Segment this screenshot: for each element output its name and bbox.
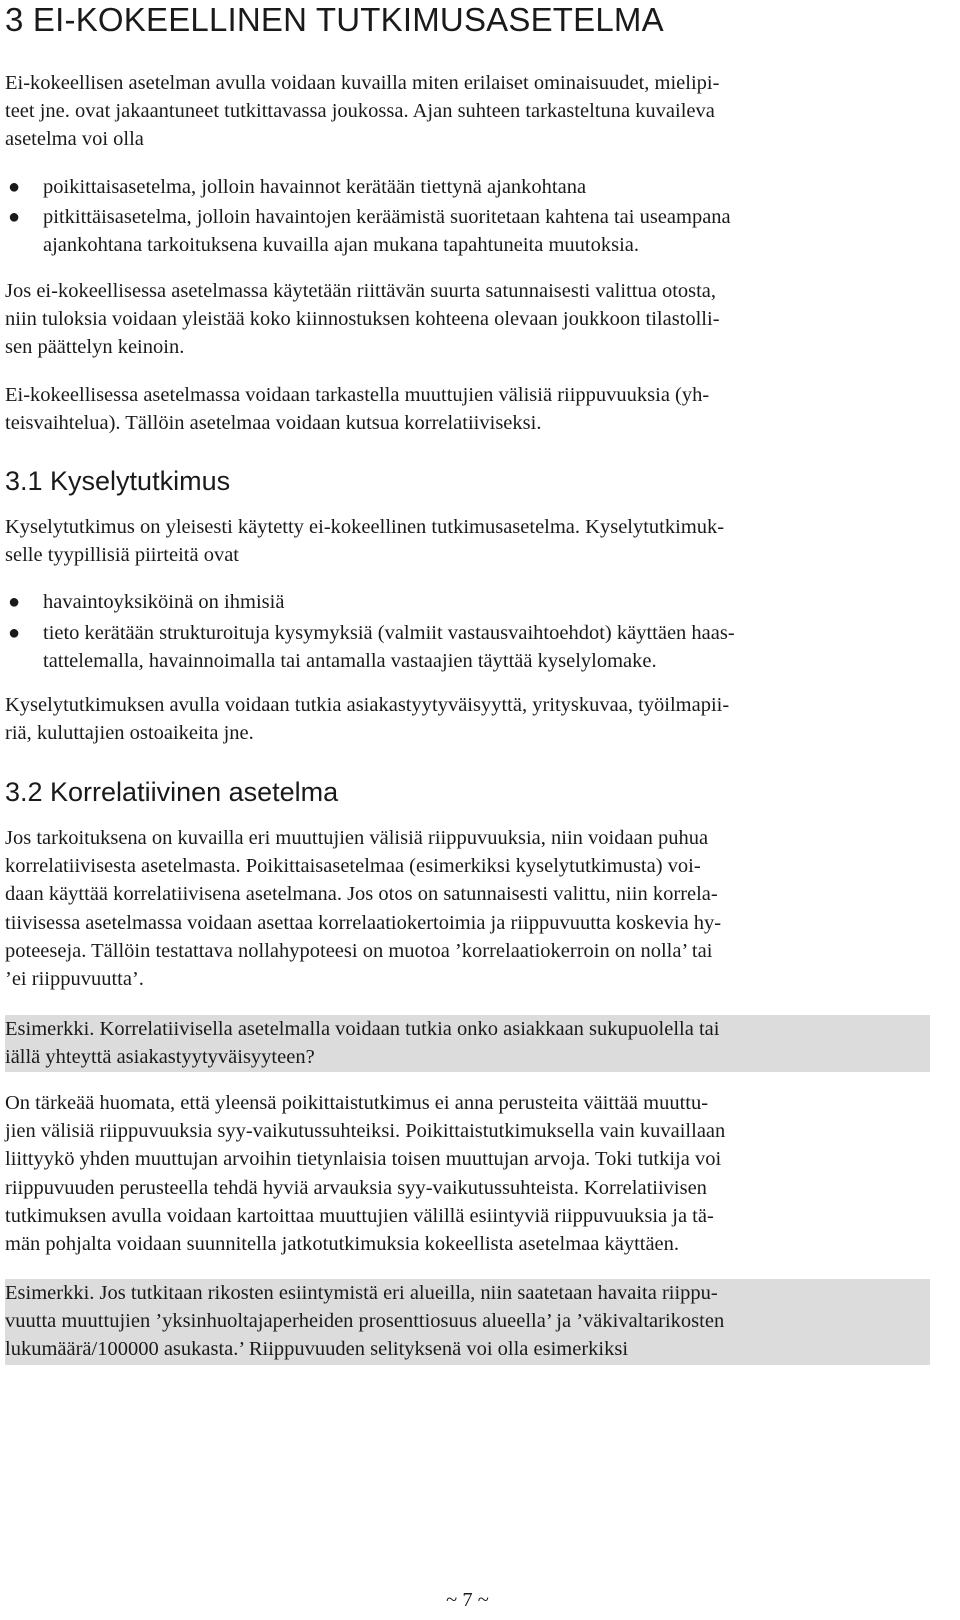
paragraph (5, 381, 930, 437)
text-line: Jos tarkoituksena on kuvailla eri muuttujien välisiä riippuvuuksia, niin voidaan puhua (5, 827, 709, 849)
text-line: Kyselytutkimuksen avulla voidaan tutkia asiakastyytyväisyyttä, yrityskuvaa, työilmapii- (5, 694, 730, 716)
text-line: riä, kuluttajien ostoaikeita jne. (5, 722, 254, 745)
intro-paragraph (5, 69, 930, 154)
section-heading: 3.1 Kyselytutkimus (5, 466, 231, 496)
paragraph (5, 513, 930, 569)
text-line: riippuvuuden perusteella tehdä hyviä arvauksia syy-vaikutussuhteista. Korrelatiivisen (5, 1176, 707, 1199)
example-box (5, 1015, 930, 1072)
text-line: liittyykö yhden muuttujan arvoihin tietynlaisia toisen muuttujan arvoja. Toki tutkija voi (5, 1148, 722, 1171)
text-line: tiivisessa asetelmassa voidaan asettaa korrelaatiokertoimia ja riippuvuutta koskevia hy- (5, 911, 722, 934)
text-line: tattelemalla, havainnoimalla tai antamalla vastaajien täyttää kyselylomake. (43, 650, 657, 673)
bullet-dot-icon: ● (8, 622, 21, 644)
text-line: vuutta muuttujien ’yksinhuoltajaperheiden prosenttiosuus alueella’ ja ’väkivaltarikosten (5, 1310, 725, 1333)
text-line: pitkittäisasetelma, jolloin havaintojen keräämistä suoritetaan kahtena tai useampana (43, 206, 731, 228)
paragraph (5, 691, 930, 747)
text-line: teet jne. ovat jakaantuneet tutkittavassa joukossa. Ajan suhteen tarkasteltuna kuvaileva (5, 100, 715, 123)
example-box (5, 1279, 930, 1365)
bullet-dot-icon: ● (8, 591, 21, 613)
text-line: ’ei riippuvuutta’. (5, 968, 144, 991)
text-line: sen päättelyn keinoin. (5, 336, 185, 359)
text-line: teisvaihtelua). Tällöin asetelmaa voidaan kutsua korrelatiiviseksi. (5, 412, 542, 435)
text-line: Ei-kokeellisessa asetelmassa voidaan tarkastella muuttujien välisiä riippuvuuksia (yh- (5, 384, 710, 406)
text-line: asetelma voi olla (5, 128, 144, 151)
text-line: Esimerkki. Jos tutkitaan rikosten esiintymistä eri alueilla, niin saatetaan havaita riippu- (5, 1282, 718, 1304)
text-line: selle tyypillisiä piirteitä ovat (5, 544, 239, 567)
text-line: ajankohtana tarkoituksena kuvailla ajan mukana tapahtuneita muutoksia. (43, 234, 640, 257)
text-line: Ei-kokeellisen asetelman avulla voidaan kuvailla miten erilaiset ominaisuudet, mielipi- (5, 72, 720, 94)
bullet-dot-icon: ● (8, 206, 21, 228)
text-line: korrelatiivisesta asetelmasta. Poikittaisasetelmaa (esimerkiksi kyselytutkimusta) voi- (5, 855, 701, 878)
text-line: poikittaisasetelma, jolloin havainnot kerätään tiettynä ajankohtana (43, 176, 587, 198)
paragraph (5, 277, 930, 362)
text-line: Esimerkki. Korrelatiivisella asetelmalla voidaan tutkia onko asiakkaan sukupuolella tai (5, 1018, 720, 1040)
text-line: iällä yhteyttä asiakastyytyväisyyteen? (5, 1046, 315, 1069)
text-line: Jos ei-kokeellisessa asetelmassa käytetään riittävän suurta satunnaisesti valittua otosta, (5, 280, 717, 302)
text-line: tieto kerätään strukturoituja kysymyksiä (valmiit vastausvaihtoehdot) käyttäen haas- (43, 622, 735, 644)
text-line: lukumäärä/100000 asukasta.’ Riippuvuuden selityksenä voi olla esimerkiksi (5, 1338, 629, 1361)
section-heading: 3.2 Korrelatiivinen asetelma (5, 777, 339, 807)
text-line: män pohjalta voidaan suunnitella jatkotutkimuksia kokeellista asetelmaa käyttäen. (5, 1233, 680, 1256)
text-line: Kyselytutkimus on yleisesti käytetty ei-kokeellinen tutkimusasetelma. Kyselytutkimuk- (5, 516, 725, 538)
text-line: niin tuloksia voidaan yleistää koko kiinnostuksen kohteena olevaan joukkoon tilastolli- (5, 308, 720, 331)
chapter-heading: 3 EI-KOKEELLINEN TUTKIMUSASETELMA (5, 1, 664, 38)
text-line: tutkimuksen avulla voidaan kartoittaa muuttujien välillä esiintyviä riippuvuuksia ja tä- (5, 1204, 714, 1227)
text-line: daan käyttää korrelatiivisena asetelmana. Jos otos on satunnaisesti valittu, niin korrela- (5, 883, 718, 906)
paragraph (5, 824, 930, 993)
text-line: jien välisiä riippuvuuksia syy-vaikutussuhteiksi. Poikittaistutkimuksella vain kuvaillaan (5, 1120, 726, 1143)
text-line: On tärkeää huomata, että yleensä poikittaistutkimus ei anna perusteita väittää muuttu- (5, 1092, 709, 1114)
text-line: poteeseja. Tällöin testattava nollahypoteesi on muotoa ’korrelaatiokerroin on nolla’ tai (5, 939, 713, 962)
page-number: ~ 7 ~ (446, 1589, 489, 1611)
paragraph (5, 1089, 930, 1258)
text-line: havaintoyksiköinä on ihmisiä (43, 591, 285, 613)
bullet-dot-icon: ● (8, 176, 21, 198)
